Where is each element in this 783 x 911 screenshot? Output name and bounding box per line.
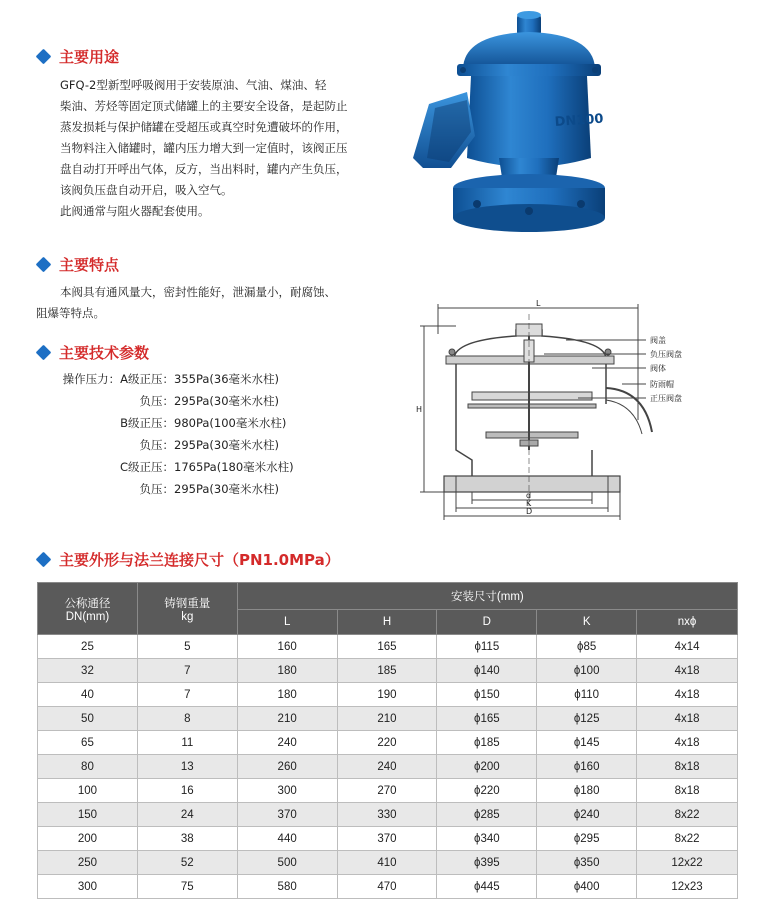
param-label: 负压： [139, 394, 174, 408]
table-cell: 40 [38, 683, 138, 707]
table-cell: 65 [38, 731, 138, 755]
header-dn-label: 公称通径 [64, 597, 111, 610]
usage-line: 柴油、芳烃等固定顶式储罐上的主要安全设备，是起防止 [60, 99, 348, 113]
table-row [38, 707, 738, 731]
table-cell: 410 [337, 851, 437, 875]
table-cell: 12x22 [637, 851, 738, 875]
param-label: 负压： [139, 438, 174, 452]
usage-line: 蒸发损耗与保护储罐在受超压或真空时免遭破坏的作用， [60, 120, 348, 134]
table-row [38, 755, 738, 779]
part-label-pos-disc: 正压阀盘 [650, 394, 682, 403]
table-cell: ϕ180 [537, 779, 637, 803]
dim-label-K: K [526, 499, 532, 508]
dim-label-H: H [416, 405, 423, 414]
dimensions-table [37, 582, 738, 899]
table-row [38, 731, 738, 755]
features-line: 本阀具有通风量大，密封性能好，泄漏量小，耐腐蚀、 [60, 285, 336, 299]
header-col-K: K [537, 610, 637, 635]
table-cell: ϕ150 [437, 683, 537, 707]
tech-title: 主要技术参数 [59, 344, 150, 362]
table-cell: 500 [237, 851, 337, 875]
table-cell: 440 [237, 827, 337, 851]
header-dn [38, 583, 138, 635]
header-dn-unit: DN(mm) [65, 610, 110, 623]
table-cell: 190 [337, 683, 437, 707]
table-cell: 8x22 [637, 827, 738, 851]
table-cell: ϕ125 [537, 707, 637, 731]
header-weight [137, 583, 237, 635]
table-cell: 150 [38, 803, 138, 827]
param-label: 操作压力：A级正压： [62, 372, 174, 386]
header-col-L: L [237, 610, 337, 635]
table-cell: ϕ145 [537, 731, 637, 755]
tech-heading [38, 342, 149, 363]
table-cell: ϕ200 [437, 755, 537, 779]
param-label: B级正压： [120, 416, 174, 430]
table-cell: 5 [137, 635, 237, 659]
table-row [38, 779, 738, 803]
param-label: C级正压： [119, 460, 174, 474]
table-cell: 38 [137, 827, 237, 851]
table-cell: 8 [137, 707, 237, 731]
tech-params [0, 368, 294, 500]
table-row [38, 635, 738, 659]
param-row [0, 390, 294, 412]
table-cell: 50 [38, 707, 138, 731]
table-row [38, 659, 738, 683]
param-value: 295Pa(30毫米水柱) [174, 438, 280, 452]
table-cell: 8x18 [637, 755, 738, 779]
param-row [0, 434, 294, 456]
table-cell: 185 [337, 659, 437, 683]
table-cell: 4x18 [637, 707, 738, 731]
header-col-nx: nxϕ [637, 610, 738, 635]
param-value: 355Pa(36毫米水柱) [174, 372, 280, 386]
table-cell: ϕ350 [537, 851, 637, 875]
table-cell: 160 [237, 635, 337, 659]
header-install-size: 安装尺寸(mm) [237, 583, 737, 610]
table-cell: 52 [137, 851, 237, 875]
diamond-bullet-icon [36, 345, 52, 361]
table-cell: ϕ85 [537, 635, 637, 659]
table-row [38, 851, 738, 875]
table-cell: 330 [337, 803, 437, 827]
part-label-rain-cap: 防雨帽 [650, 380, 674, 389]
valve-size-marking: DN100 [554, 111, 604, 130]
dim-label-L: L [536, 300, 541, 308]
table-cell: 165 [337, 635, 437, 659]
table-cell: 7 [137, 659, 237, 683]
table-cell: 100 [38, 779, 138, 803]
table-cell: 250 [38, 851, 138, 875]
features-paragraph [36, 282, 396, 324]
param-row [0, 478, 294, 500]
table-cell: ϕ185 [437, 731, 537, 755]
dims-title: 主要外形与法兰连接尺寸（PN1.0MPa） [59, 551, 340, 569]
features-line: 阻爆等特点。 [36, 306, 105, 320]
part-label-cover: 阀盖 [650, 336, 666, 345]
table-cell: ϕ220 [437, 779, 537, 803]
param-value: 1765Pa(180毫米水柱) [174, 460, 294, 474]
table-cell: ϕ140 [437, 659, 537, 683]
table-row [38, 683, 738, 707]
table-cell: ϕ340 [437, 827, 537, 851]
features-heading [38, 254, 119, 275]
table-cell: 4x18 [637, 731, 738, 755]
usage-line: 此阀通常与阻火器配套使用。 [60, 204, 210, 218]
table-cell: ϕ285 [437, 803, 537, 827]
table-cell: 270 [337, 779, 437, 803]
table-cell: 210 [337, 707, 437, 731]
usage-heading [38, 46, 119, 67]
table-cell: 300 [237, 779, 337, 803]
dim-label-d: d [526, 491, 532, 500]
table-cell: 370 [337, 827, 437, 851]
table-cell: ϕ110 [537, 683, 637, 707]
valve-section-drawing [416, 300, 696, 530]
part-label-neg-disc: 负压阀盘 [650, 350, 682, 359]
table-cell: ϕ240 [537, 803, 637, 827]
param-label: 负压： [139, 482, 174, 496]
features-title: 主要特点 [59, 256, 120, 274]
table-cell: 7 [137, 683, 237, 707]
param-value: 295Pa(30毫米水柱) [174, 482, 280, 496]
table-row [38, 803, 738, 827]
table-cell: 240 [337, 755, 437, 779]
table-cell: 580 [237, 875, 337, 899]
param-row [0, 412, 294, 434]
dim-label-D: D [526, 507, 533, 516]
table-cell: 8x18 [637, 779, 738, 803]
table-cell: 11 [137, 731, 237, 755]
table-cell: 8x22 [637, 803, 738, 827]
table-cell: 200 [38, 827, 138, 851]
table-cell: 80 [38, 755, 138, 779]
table-cell: 13 [137, 755, 237, 779]
diamond-bullet-icon [36, 49, 52, 65]
table-cell: 24 [137, 803, 237, 827]
table-cell: 180 [237, 659, 337, 683]
table-cell: ϕ400 [537, 875, 637, 899]
table-cell: ϕ445 [437, 875, 537, 899]
valve-product-image [405, 8, 635, 243]
table-cell: 210 [237, 707, 337, 731]
table-cell: ϕ160 [537, 755, 637, 779]
table-cell: 470 [337, 875, 437, 899]
param-row [0, 368, 294, 390]
table-cell: 220 [337, 731, 437, 755]
usage-line: GFQ-2型新型呼吸阀用于安装原油、气油、煤油、轻 [60, 78, 327, 92]
dims-heading [38, 549, 340, 570]
header-col-D: D [437, 610, 537, 635]
table-cell: 4x14 [637, 635, 738, 659]
usage-line: 盘自动打开呼出气体，反方，当出料时，罐内产生负压， [60, 162, 348, 176]
table-cell: 16 [137, 779, 237, 803]
table-cell: 4x18 [637, 683, 738, 707]
table-cell: ϕ115 [437, 635, 537, 659]
diamond-bullet-icon [36, 552, 52, 568]
param-value: 980Pa(100毫米水柱) [174, 416, 287, 430]
table-cell: 25 [38, 635, 138, 659]
param-value: 295Pa(30毫米水柱) [174, 394, 280, 408]
table-cell: 240 [237, 731, 337, 755]
usage-line: 该阀负压盘自动开启，吸入空气。 [60, 183, 233, 197]
header-col-H: H [337, 610, 437, 635]
usage-line: 当物料注入储罐时，罐内压力增大到一定值时，该阀正压 [60, 141, 348, 155]
table-row [38, 875, 738, 899]
table-row [38, 827, 738, 851]
table-cell: ϕ100 [537, 659, 637, 683]
table-cell: ϕ395 [437, 851, 537, 875]
table-cell: 370 [237, 803, 337, 827]
header-weight-label: 铸钢重量 [164, 597, 211, 610]
usage-paragraph [60, 75, 400, 222]
param-row [0, 456, 294, 478]
table-cell: 75 [137, 875, 237, 899]
usage-title: 主要用途 [59, 48, 120, 66]
table-cell: 260 [237, 755, 337, 779]
table-cell: ϕ165 [437, 707, 537, 731]
table-cell: 4x18 [637, 659, 738, 683]
table-cell: 300 [38, 875, 138, 899]
table-cell: 12x23 [637, 875, 738, 899]
table-cell: ϕ295 [537, 827, 637, 851]
dimensions-table-body [38, 635, 738, 899]
table-cell: 32 [38, 659, 138, 683]
diamond-bullet-icon [36, 257, 52, 273]
header-weight-unit: kg [181, 610, 194, 623]
table-cell: 180 [237, 683, 337, 707]
part-label-body: 阀体 [650, 364, 666, 373]
